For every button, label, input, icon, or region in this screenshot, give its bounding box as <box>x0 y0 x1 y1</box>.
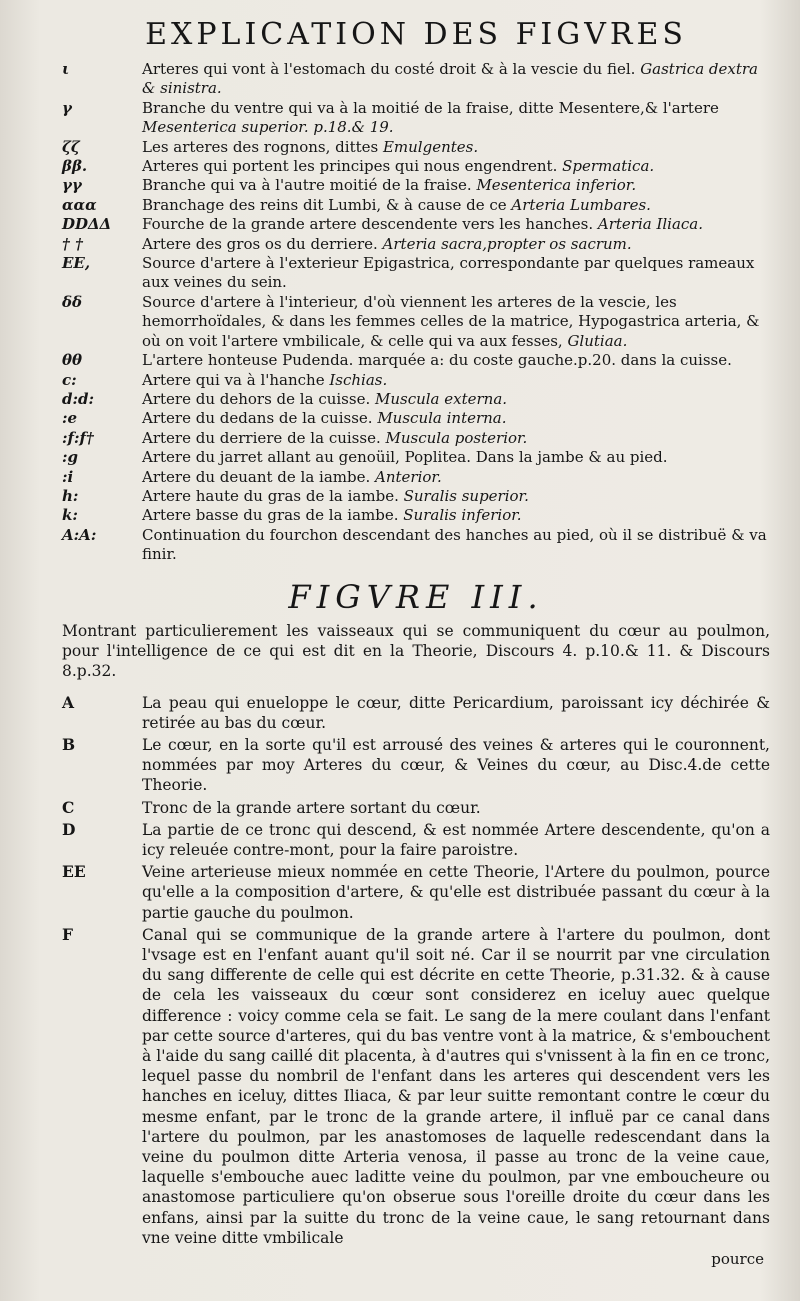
entry-marker: EE, <box>62 254 91 273</box>
entry-text: Veine arterieuse mieux nommée en cette Theorie, l'Artere du poulmon, pource qu'elle a la composition d'artere, & qu'elle est distribuée passant du cœur à la partie gauche du poulmon. <box>142 863 770 922</box>
entry-text: Tronc de la grande artere sortant du cœur. <box>142 798 481 817</box>
entry-marker: EE <box>62 862 86 882</box>
key-entry <box>62 693 770 733</box>
entry-text: Branche du ventre qui va à la moitié de la fraise, ditte Mesentere,& l'artere <box>142 98 719 117</box>
entry-description <box>142 371 770 390</box>
entry-text: Artere du deuant de la iambe. <box>142 467 376 486</box>
entry-text: Les arteres des rognons, dittes <box>142 137 383 156</box>
key-entry <box>62 820 770 860</box>
entry-description <box>142 820 770 860</box>
key-entry <box>62 157 770 176</box>
figure-key-list-top <box>62 60 770 565</box>
entry-description <box>142 448 770 467</box>
entry-marker: γγ <box>62 176 82 195</box>
figure-title: FIGVRE III. <box>288 577 544 616</box>
entry-latin-term: Anterior. <box>375 467 442 486</box>
entry-marker: ι <box>62 60 70 78</box>
figure-key-list-fig3 <box>62 693 770 1248</box>
entry-description <box>142 390 770 409</box>
entry-text: Arteres qui portent les principes qui nous engendrent. <box>142 157 563 176</box>
key-entry <box>62 862 770 923</box>
entry-description <box>142 254 770 293</box>
entry-marker: ζζ <box>62 137 80 156</box>
entry-description <box>142 351 770 370</box>
key-entry <box>62 176 770 195</box>
entry-description <box>142 293 770 351</box>
entry-text: La peau qui enueloppe le cœur, ditte Pericardium, paroissant icy déchirée & retirée au bas du cœur. <box>142 693 770 732</box>
key-entry <box>62 215 770 234</box>
entry-latin-term: Spermatica. <box>562 157 655 176</box>
entry-description <box>142 409 770 428</box>
entry-latin-term: Ischias. <box>329 370 388 389</box>
entry-marker: A:A: <box>62 525 97 544</box>
entry-description <box>142 468 770 487</box>
key-entry <box>62 735 770 796</box>
key-entry <box>62 390 770 409</box>
entry-marker: h: <box>62 486 79 505</box>
entry-description <box>142 60 770 99</box>
entry-description <box>142 429 770 448</box>
entry-description <box>142 176 770 195</box>
entry-text: Canal qui se communique de la grande artere à l'artere du poulmon, dont l'vsage est en l'enfant auant qu'il soit né. Car il se nourrit par vne circulation du sang differente de celle qui est décrite en cette Theorie, p.31.32. & à cause de cela les vaisseaux du cœur sont considerez en iceluy auec quelque difference : voicy comme cela se fait. Le sang de la mere coulant dans l'enfant par cette source d'arteres, qui du bas ventre vont à la matrice, & s'embouchent à l'aide du sang caillé dit placenta, à d'autres qui s'vnissent à la fin en ce tronc, lequel passe du nombril de l'enfant dans les arteres qui descendent vers les hanches en iceluy, dittes Iliaca, & par leur suitte remontant contre le cœur du mesme enfant, par le tronc de la grande artere, il influë par ce canal dans l'artere du poulmon, par les anastomoses de laquelle redescendant dans la veine du poulmon ditte Arteria venosa, il passe au tronc de la veine caue, laquelle s'embouche auec laditte veine du poulmon, par vne emboucheure ou anastomose particuliere qu'on obserue sous l'oreille droite du cœur dans les enfans, ainsi par la suitte du tronc de la veine caue, le sang retournant dans vne veine ditte vmbilicale <box>142 925 770 1247</box>
key-entry <box>62 468 770 487</box>
entry-latin-term: Mesenterica inferior. <box>476 176 637 195</box>
entry-text: Source d'artere à l'exterieur Epigastrica, correspondante par quelques rameaux aux veines du sein. <box>142 254 755 292</box>
key-entry <box>62 487 770 506</box>
entry-marker: F <box>62 924 74 944</box>
entry-text: Source d'artere à l'interieur, d'où viennent les arteres de la vescie, les hemorrhoïdales, & dans les femmes celles de la matrice, Hypogastrica arteria, & où on voit l'artere vmbilicale, & celle qui va aux fesses, <box>142 292 760 350</box>
entry-description <box>142 798 770 818</box>
entry-description <box>142 157 770 176</box>
entry-text: Artere du jarret allant au genoüil, Poplitea. Dans la jambe & au pied. <box>142 448 668 467</box>
entry-description <box>142 735 770 796</box>
entry-latin-term: Emulgentes. <box>382 137 479 156</box>
entry-marker: θθ <box>62 351 83 370</box>
entry-marker: d:d: <box>62 389 95 408</box>
entry-text: Artere des gros os du derriere. <box>142 234 383 253</box>
running-head: EXPLICATION DES FIGVRES <box>145 17 687 52</box>
catchword: pource <box>711 1250 764 1269</box>
key-entry <box>62 351 770 370</box>
key-entry <box>62 99 770 138</box>
entry-text: Artere haute du gras de la iambe. <box>142 486 404 505</box>
key-entry <box>62 798 770 818</box>
entry-text: Artere qui va à l'hanche <box>142 370 330 389</box>
entry-latin-term: Arteria sacra,propter os sacrum. <box>382 234 632 253</box>
entry-marker: ααα <box>62 195 97 214</box>
key-entry <box>62 429 770 448</box>
entry-marker: k: <box>62 506 78 525</box>
entry-marker: D <box>62 819 76 839</box>
entry-latin-term: Muscula posterior. <box>385 428 528 447</box>
entry-description <box>142 487 770 506</box>
entry-marker: C <box>62 797 75 817</box>
entry-text: Arteres qui vont à l'estomach du costé droit & à la vescie du fiel. <box>142 60 641 78</box>
entry-description <box>142 196 770 215</box>
key-entry <box>62 60 770 99</box>
entry-marker: † † <box>62 234 83 253</box>
entry-text: Branchage des reins dit Lumbi, & à cause de ce <box>142 195 512 214</box>
entry-marker: :e <box>62 409 78 428</box>
entry-marker: :g <box>62 448 79 467</box>
entry-latin-term: Suralis superior. <box>403 486 529 505</box>
key-entry <box>62 293 770 351</box>
entry-text: Continuation du fourchon descendant des hanches au pied, où il se distribuë & va finir. <box>142 525 767 564</box>
entry-text: Branche qui va à l'autre moitié de la fraise. <box>142 176 477 195</box>
entry-latin-term: Suralis inferior. <box>403 506 522 525</box>
figure-intro: Montrant particulierement les vaisseaux qui se communiquent du cœur au poulmon, pour l'intelligence de ce qui est dit en la Theorie, Discours 4. p.10.& 11. & Discours 8.p.32. <box>62 621 770 680</box>
entry-text: Artere du dedans de la cuisse. <box>142 409 378 428</box>
entry-text: L'artere honteuse Pudenda. marquée a: du coste gauche.p.20. dans la cuisse. <box>142 351 732 370</box>
key-entry <box>62 235 770 254</box>
entry-marker: :f:f† <box>62 428 94 447</box>
entry-text: Artere basse du gras de la iambe. <box>142 506 404 525</box>
entry-marker: :i <box>62 467 74 486</box>
entry-latin-term: Mesenterica superior. p.18.& 19. <box>142 118 394 137</box>
entry-marker: δδ <box>62 292 83 311</box>
entry-marker: A <box>62 692 75 712</box>
entry-description <box>142 99 770 138</box>
entry-latin-term: Arteria Iliaca. <box>597 215 704 234</box>
entry-latin-term: Arteria Lumbares. <box>511 195 651 214</box>
entry-latin-term: Glutiaa. <box>567 331 628 350</box>
entry-latin-term: Muscula interna. <box>377 409 507 428</box>
key-entry <box>62 254 770 293</box>
entry-description <box>142 925 770 1248</box>
entry-description <box>142 506 770 525</box>
key-entry <box>62 196 770 215</box>
entry-marker: c: <box>62 370 77 389</box>
entry-text: La partie de ce tronc qui descend, & est nommée Artere descendente, qu'on a icy releuée contre-mont, pour la faire paroistre. <box>142 820 770 859</box>
key-entry <box>62 409 770 428</box>
entry-description <box>142 862 770 923</box>
key-entry <box>62 506 770 525</box>
entry-latin-term: Gastrica dextra & sinistra. <box>142 60 758 98</box>
entry-text: Artere du derriere de la cuisse. <box>142 428 386 447</box>
key-entry <box>62 138 770 157</box>
key-entry <box>62 371 770 390</box>
entry-description <box>142 235 770 254</box>
entry-description <box>142 138 770 157</box>
key-entry <box>62 925 770 1248</box>
key-entry <box>62 448 770 467</box>
key-entry <box>62 526 770 565</box>
entry-description <box>142 526 770 565</box>
entry-text: Artere du dehors de la cuisse. <box>142 389 375 408</box>
entry-text: Fourche de la grande artere descendente vers les hanches. <box>142 215 598 234</box>
entry-text: Le cœur, en la sorte qu'il est arrousé des veines & arteres qui le couronnent, nommées par moy Arteres du cœur, & Veines du cœur, au Disc.4.de cette Theorie. <box>142 735 770 795</box>
entry-marker: γ <box>62 98 72 117</box>
entry-marker: DDΔΔ <box>62 215 112 234</box>
entry-marker: B <box>62 734 76 754</box>
entry-latin-term: Muscula externa. <box>374 389 508 408</box>
entry-marker: ββ. <box>62 157 88 176</box>
entry-description <box>142 693 770 733</box>
entry-description <box>142 215 770 234</box>
